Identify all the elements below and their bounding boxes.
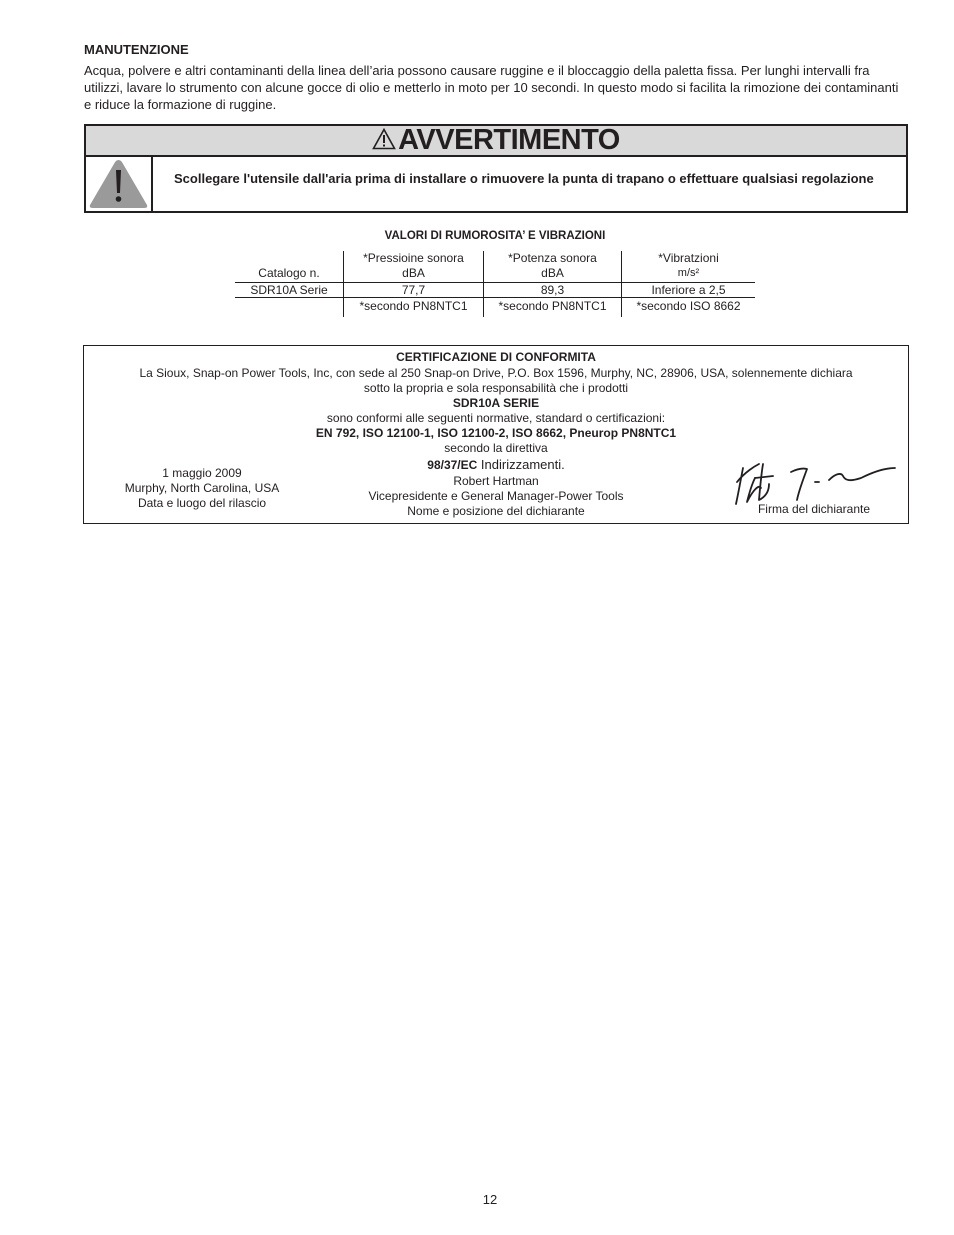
cert-line2: sotto la propria e sola responsabilità che i prodotti [363,381,629,395]
cert-signer-label: Nome e posizione del dichiarante [407,504,585,518]
warning-text: Scollegare l'utensile dall'aria prima di installare o rimuovere la punta di trapano o effettuare qualsiasi regolazione [174,171,874,186]
header-power-l1: *Potenza sonora [508,251,597,265]
cert-place: Murphy, North Carolina, USA [124,481,280,495]
warning-box [84,124,908,213]
cert-line1: La Sioux, Snap-on Power Tools, Inc, con sede al 250 Snap-on Drive, P.O. Box 1596, Murphy, NC, 28906, USA, solennemente dichiara [139,366,853,380]
warning-title: AVVERTIMENTO [398,124,620,156]
cell-vibration: Inferiore a 2,5 [651,283,726,297]
cert-standards: EN 792, ISO 12100-1, ISO 12100-2, ISO 8662, Pneurop PN8NTC1 [315,426,677,440]
warning-triangle-small-icon [372,128,396,150]
cert-signer-title: Vicepresidente e General Manager-Power Tools [368,489,624,503]
page-number: 12 [482,1192,498,1207]
cert-line3: sono conformi alle seguenti normative, standard o certificazioni: [326,411,666,425]
cert-title: CERTIFICAZIONE DI CONFORMITA [396,350,596,364]
cert-signer: Robert Hartman [453,474,539,488]
cert-directive-code: 98/37/EC [427,458,478,472]
cert-product: SDR10A SERIE [452,396,540,410]
cert-directive-text: Indirizzamenti. [477,457,565,472]
header-pressure-l2: dBA [402,266,425,280]
cell-power: 89,3 [540,283,565,297]
header-catalog: Catalogo n. [258,266,320,280]
footnote-pressure: *secondo PN8NTC1 [359,299,468,313]
cert-date-place-label: Data e luogo del rilascio [137,496,267,510]
cell-catalog: SDR10A Serie [250,283,328,297]
footnote-power: *secondo PN8NTC1 [498,299,607,313]
warning-header [86,126,906,157]
noise-table-title: VALORI DI RUMOROSITA’ E VIBRAZIONI [384,230,606,242]
cell-pressure: 77,7 [401,283,426,297]
header-vibration-l2: m/s² [677,267,700,279]
maintenance-text: Acqua, polvere e altri contaminanti della linea dell’aria possono causare ruggine e il bloccaggio della paletta fissa. Per lunghi intervalli fra utilizzi, lavare lo strumento con alcune gocce di olio e metterlo in moto per 10 secondi. In questo modo si facilita la rimozione dei contaminanti e riduce la formazione di ruggine. [84,63,899,112]
header-pressure-l1: *Pressioine sonora [363,251,464,265]
cert-date: 1 maggio 2009 [162,466,242,480]
maintenance-title: MANUTENZIONE [84,42,189,57]
warning-triangle-icon [86,157,151,211]
cert-signature-label: Firma del dichiarante [757,502,871,516]
cert-line4: secondo la direttiva [444,441,548,455]
header-vibration-l1: *Vibratzioni [658,251,719,265]
header-power-l2: dBA [541,266,564,280]
warning-icon-cell [86,157,153,211]
footnote-vibration: *secondo ISO 8662 [636,299,741,313]
signature-image [733,456,898,508]
